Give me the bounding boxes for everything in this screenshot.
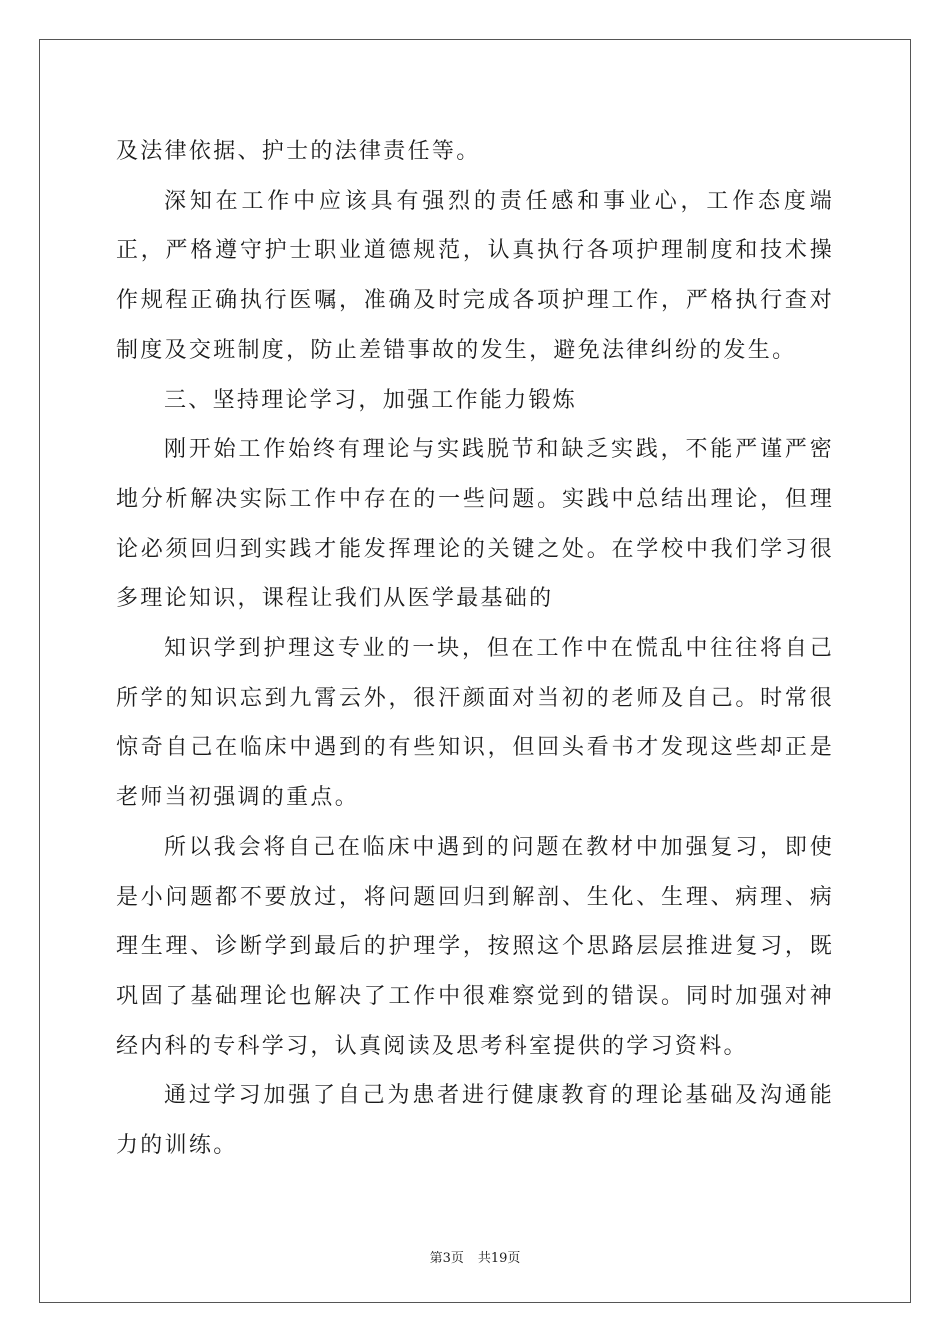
section-heading: 三、坚持理论学习，加强工作能力锻炼	[164, 387, 578, 413]
page-footer	[0, 1247, 950, 1266]
paragraph-7: 通过学习加强了自己为患者进行健康教育的理论基础及沟通能力的训练。	[116, 1083, 834, 1159]
page-number: 第3页	[429, 1251, 464, 1266]
paragraph-5: 知识学到护理这专业的一块，但在工作中在慌乱中往往将自己所学的知识忘到九霄云外，很汗颜面对当初的老师及自己。时常很惊奇自己在临床中遇到的有些知识，但回头看书才发现这些却正是老师当初强调的重点。	[116, 636, 834, 811]
paragraph-2: 深知在工作中应该具有强烈的责任感和事业心，工作态度端正，严格遵守护士职业道德规范，认真执行各项护理制度和技术操作规程正确执行医嘱，准确及时完成各项护理工作，严格执行查对制度及交班制度，防止差错事故的发生，避免法律纠纷的发生。	[116, 188, 834, 363]
paragraph-6: 所以我会将自己在临床中遇到的问题在教材中加强复习，即使是小问题都不要放过，将问题回归到解剖、生化、生理、病理、病理生理、诊断学到最后的护理学，按照这个思路层层推进复习，既巩固了基础理论也解决了工作中很难察觉到的错误。同时加强对神经内科的专科学习，认真阅读及思考科室提供的学习资料。	[116, 834, 834, 1059]
document-body	[116, 127, 834, 1171]
paragraph-4: 刚开始工作始终有理论与实践脱节和缺乏实践，不能严谨严密地分析解决实际工作中存在的一些问题。实践中总结出理论，但理论必须回归到实践才能发挥理论的关键之处。在学校中我们学习很多理论知识，课程让我们从医学最基础的	[116, 437, 834, 612]
page-total: 共19页	[477, 1251, 521, 1266]
paragraph-1: 及法律依据、护士的法律责任等。	[116, 139, 481, 164]
